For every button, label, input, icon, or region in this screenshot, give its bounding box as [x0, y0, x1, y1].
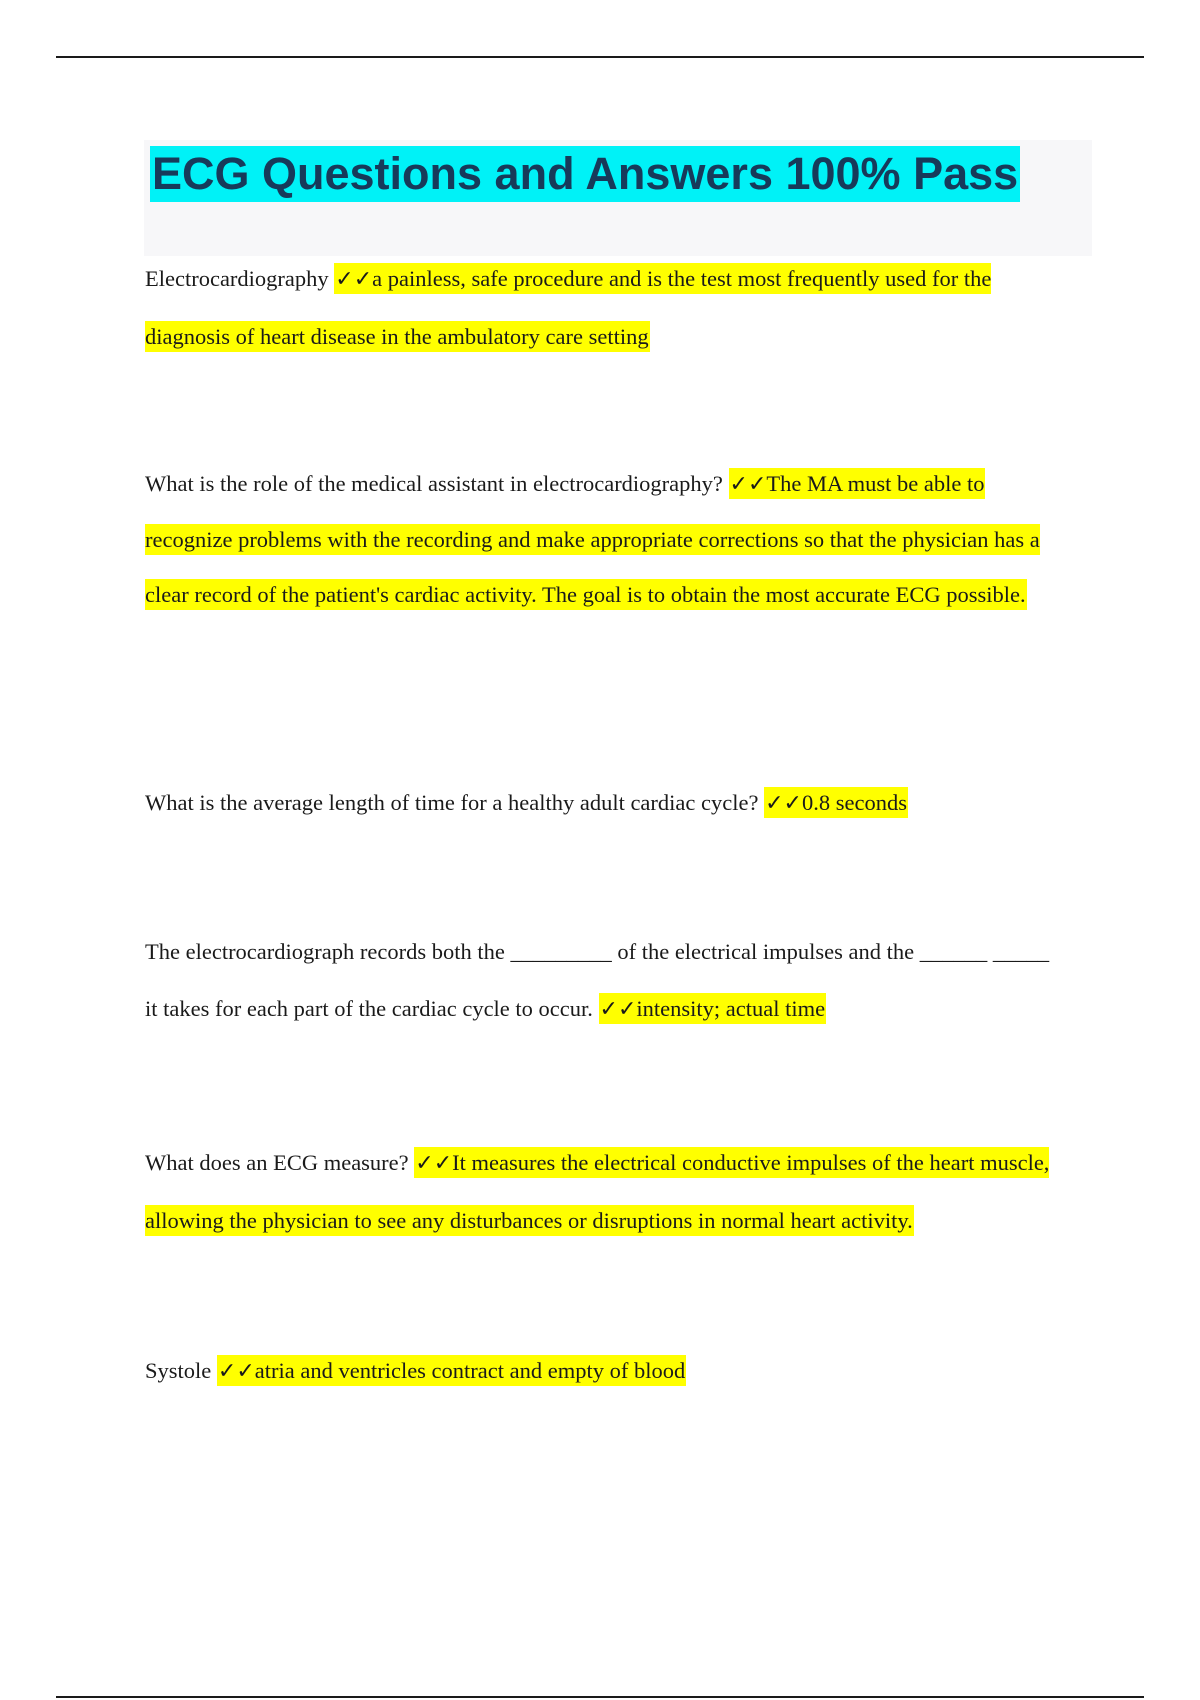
- double-check-icon: ✓✓: [335, 267, 373, 292]
- answer-highlight: [764, 787, 908, 818]
- question-text: Electrocardiography: [145, 266, 329, 291]
- question-text: What is the average length of time for a healthy adult cardiac cycle?: [145, 790, 759, 815]
- answer-text: atria and ventricles contract and empty of blood: [254, 1358, 686, 1383]
- qa-item: [145, 774, 1065, 832]
- answer-highlight: [599, 993, 827, 1024]
- double-check-icon: ✓✓: [415, 1151, 453, 1176]
- question-text: What does an ECG measure?: [145, 1150, 409, 1175]
- question-text: What is the role of the medical assistant in electrocardiography?: [145, 471, 723, 496]
- double-check-icon: ✓✓: [729, 472, 767, 497]
- answer-text: The MA must be able to recognize problems with the recording and make appropriate corrections so that the physician has a clear record of the patient's cardiac activity. The goal is to obtain the most accurate ECG possible.: [145, 471, 1040, 607]
- bottom-rule: [56, 1696, 1144, 1698]
- answer-highlight: [217, 1355, 686, 1386]
- answer-text: It measures the electrical conductive impulses of the heart muscle, allowing the physician to see any disturbances or disruptions in normal heart activity.: [145, 1150, 1050, 1233]
- answer-text: a painless, safe procedure and is the test most frequently used for the diagnosis of heart disease in the ambulatory care setting: [145, 266, 992, 349]
- answer-text: intensity; actual time: [636, 996, 826, 1021]
- question-text: Systole: [145, 1358, 212, 1383]
- answer-text: 0.8 seconds: [801, 790, 907, 815]
- qa-item: [145, 1134, 1065, 1249]
- qa-item: [145, 1342, 1065, 1400]
- page-title: ECG Questions and Answers 100% Pass: [150, 146, 1020, 202]
- qa-item: [145, 250, 1065, 365]
- double-check-icon: ✓✓: [599, 997, 637, 1022]
- qa-item: [145, 456, 1065, 622]
- double-check-icon: ✓✓: [765, 791, 802, 816]
- top-rule: [56, 56, 1144, 58]
- double-check-icon: ✓✓: [217, 1359, 255, 1384]
- question-text: The electrocardiograph records both the _________ of the electrical impulses and the ______ _____ it takes for each part of the cardiac cycle to occur.: [145, 939, 1050, 1021]
- qa-item: [145, 923, 1065, 1038]
